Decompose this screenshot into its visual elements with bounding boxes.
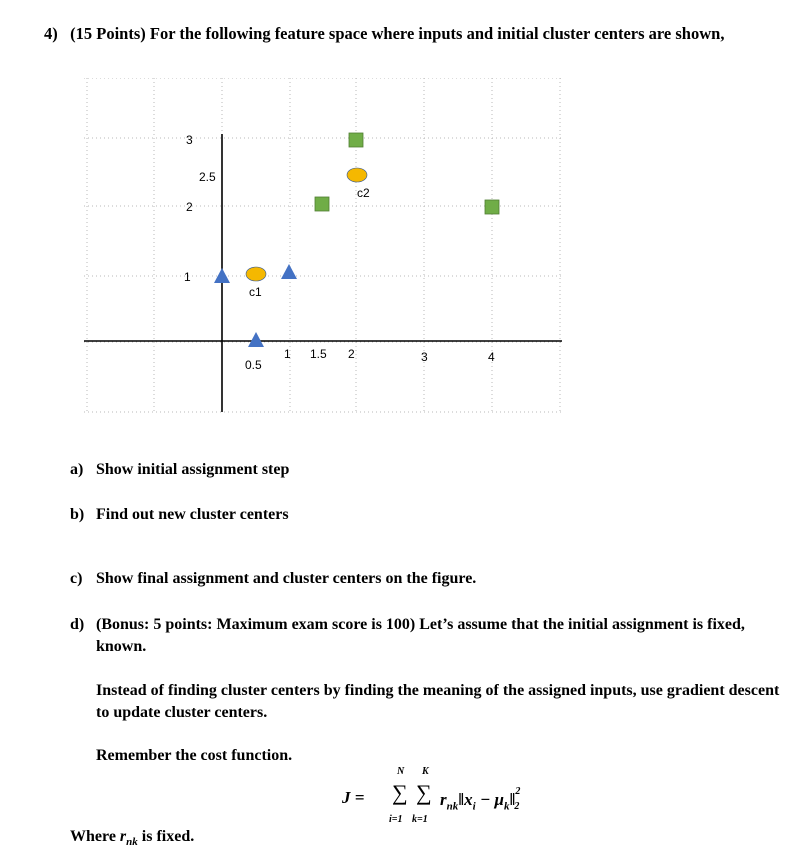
triangle-point (281, 264, 297, 279)
part-d-paragraph-1: Instead of finding cluster centers by finding the meaning of the assigned inputs, use gradient descent to update cluster centers. (96, 682, 780, 721)
part-b (70, 506, 289, 524)
sum-symbol-2: ∑ (416, 780, 432, 805)
y-tick-2.5: 2.5 (199, 170, 216, 184)
feature-space-figure (84, 78, 564, 418)
question-text: For the following feature space where inputs and initial cluster centers are shown, (149, 24, 725, 43)
where-word: Where (70, 828, 116, 845)
x-tick-1.5: 1.5 (310, 347, 327, 361)
cluster-center-c1 (246, 267, 266, 281)
question-heading (44, 24, 724, 44)
part-c-label: c) (70, 570, 83, 587)
y-tick-3: 3 (186, 133, 193, 147)
part-b-text: Find out new cluster centers (96, 506, 289, 523)
triangle-point (248, 332, 264, 347)
label-c1: c1 (249, 285, 262, 299)
part-b-label: b) (70, 506, 85, 523)
square-point (315, 197, 329, 211)
sum-upper-n: N (397, 766, 405, 777)
r-nk-symbol: $r_{nk}$ (119, 828, 138, 849)
x-tick-4: 4 (488, 350, 495, 364)
x-tick-2: 2 (348, 347, 355, 361)
y-tick-2: 2 (186, 200, 193, 214)
square-point (349, 133, 363, 147)
part-d-text: (Bonus: 5 points: Maximum exam score is 100) Let’s assume that the initial assignment is fixed, known. (96, 616, 745, 655)
sum-lower-k: k=1 (412, 814, 428, 825)
part-d-label: d) (70, 616, 85, 633)
part-a-label: a) (70, 461, 84, 478)
part-d-paragraph-2: Remember the cost function. (96, 747, 293, 764)
formula-lhs: J = (342, 788, 365, 807)
question-number: 4) (44, 24, 58, 43)
sum-lower-i: i=1 (389, 814, 403, 825)
where-statement (70, 828, 194, 848)
part-a-text: Show initial assignment step (96, 461, 290, 478)
square-point (485, 200, 499, 214)
part-c-text: Show final assignment and cluster centers on the figure. (96, 570, 477, 587)
question-points: (15 Points) (70, 24, 146, 43)
part-c (70, 570, 476, 588)
part-d (70, 614, 780, 658)
x-tick-0.5: 0.5 (245, 358, 262, 372)
where-tail: is fixed. (141, 828, 195, 845)
y-tick-1: 1 (184, 270, 191, 284)
cost-function-formula (342, 762, 602, 828)
part-a (70, 461, 289, 479)
cluster-center-c2 (347, 168, 367, 182)
formula-body: $r_{nk}‖x_i$ − $\mu_k‖^2_2$ (440, 786, 521, 813)
x-tick-3: 3 (421, 350, 428, 364)
label-c2: c2 (357, 186, 370, 200)
x-tick-1: 1 (284, 347, 291, 361)
sum-symbol-1: ∑ (392, 780, 408, 805)
sum-upper-k: K (422, 766, 429, 777)
